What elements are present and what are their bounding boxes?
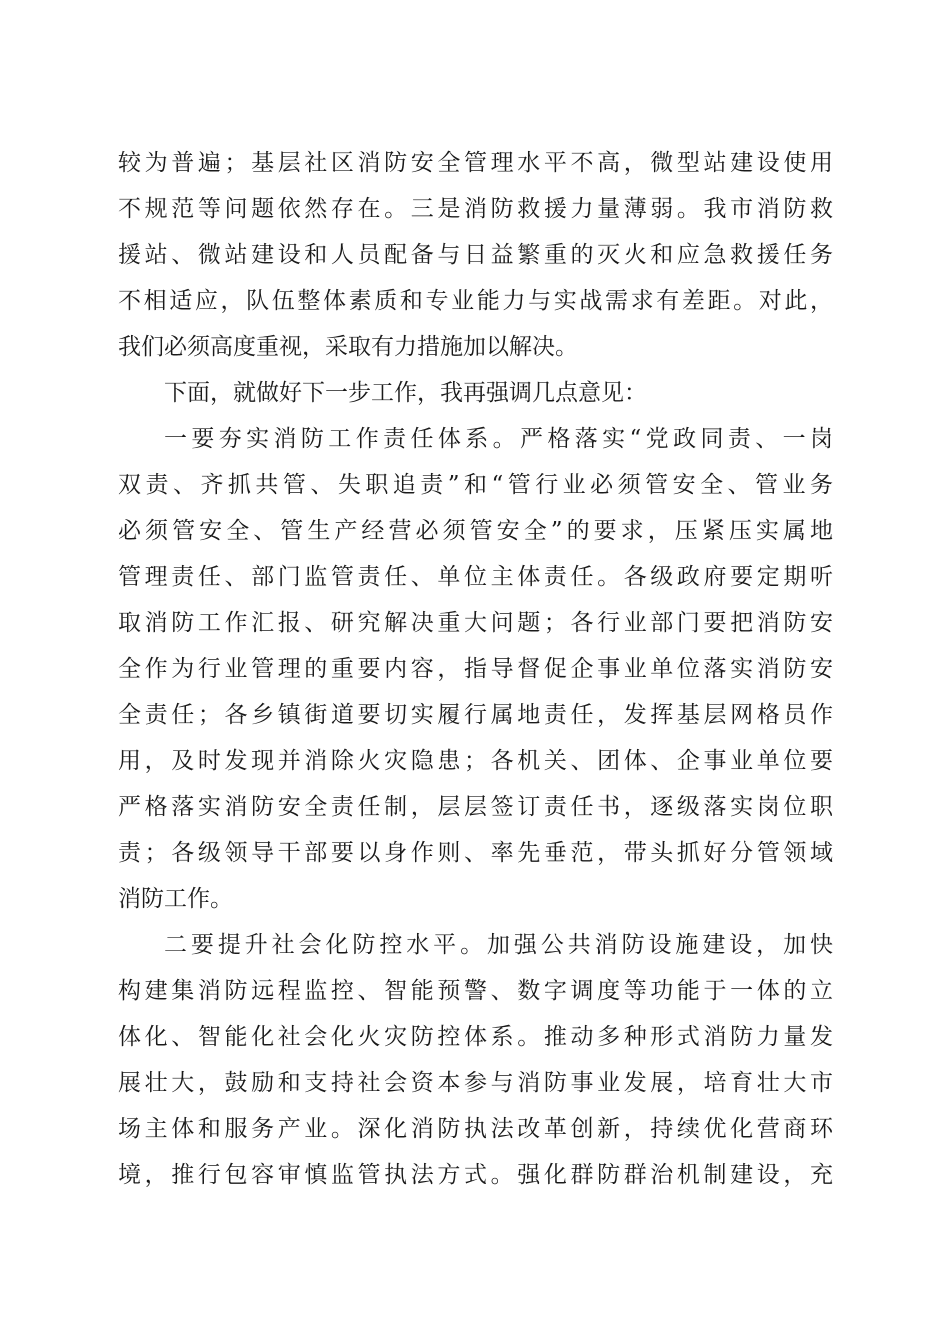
text-line: 不相适应，队伍整体素质和专业能力与实战需求有差距。对此， [118,288,833,314]
text-line: 责；各级领导干部要以身作则、率先垂范，带头抓好分管领域 [118,840,833,866]
text-line: 我们必须高度重视，采取有力措施加以解决。 [118,334,578,360]
text-line: 全责任；各乡镇街道要切实履行属地责任，发挥基层网格员作 [118,702,833,728]
text-line: 用，及时发现并消除火灾隐患；各机关、团体、企事业单位要 [118,748,833,774]
text-line: 双责、齐抓共管、失职追责”和“管行业必须管安全、管业务 [118,472,833,498]
body-text [118,140,833,1198]
text-line: 严格落实消防安全责任制，层层签订责任书，逐级落实岗位职 [118,794,833,820]
text-line: 较为普遍；基层社区消防安全管理水平不高，微型站建设使用 [118,150,833,176]
text-line: 场主体和服务产业。深化消防执法改革创新，持续优化营商环 [118,1116,833,1142]
text-line: 管理责任、部门监管责任、单位主体责任。各级政府要定期听 [118,564,833,590]
text-line: 取消防工作汇报、研究解决重大问题；各行业部门要把消防安 [118,610,833,636]
text-line: 全作为行业管理的重要内容，指导督促企事业单位落实消防安 [118,656,833,682]
text-line: 体化、智能化社会化火灾防控体系。推动多种形式消防力量发 [118,1024,833,1050]
text-line: 一要夯实消防工作责任体系。严格落实“党政同责、一岗 [164,426,833,452]
text-line: 展壮大，鼓励和支持社会资本参与消防事业发展，培育壮大市 [118,1070,833,1096]
text-line: 必须管安全、管生产经营必须管安全”的要求，压紧压实属地 [118,518,833,544]
text-line: 构建集消防远程监控、智能预警、数字调度等功能于一体的立 [118,978,833,1004]
text-line: 境，推行包容审慎监管执法方式。强化群防群治机制建设，充 [118,1162,833,1188]
text-line: 下面，就做好下一步工作，我再强调几点意见： [164,380,647,406]
text-line: 二要提升社会化防控水平。加强公共消防设施建设，加快 [164,932,833,958]
text-line: 不规范等问题依然存在。三是消防救援力量薄弱。我市消防救 [118,196,833,222]
text-line: 援站、微站建设和人员配备与日益繁重的灭火和应急救援任务 [118,242,833,268]
text-line: 消防工作。 [118,886,233,912]
